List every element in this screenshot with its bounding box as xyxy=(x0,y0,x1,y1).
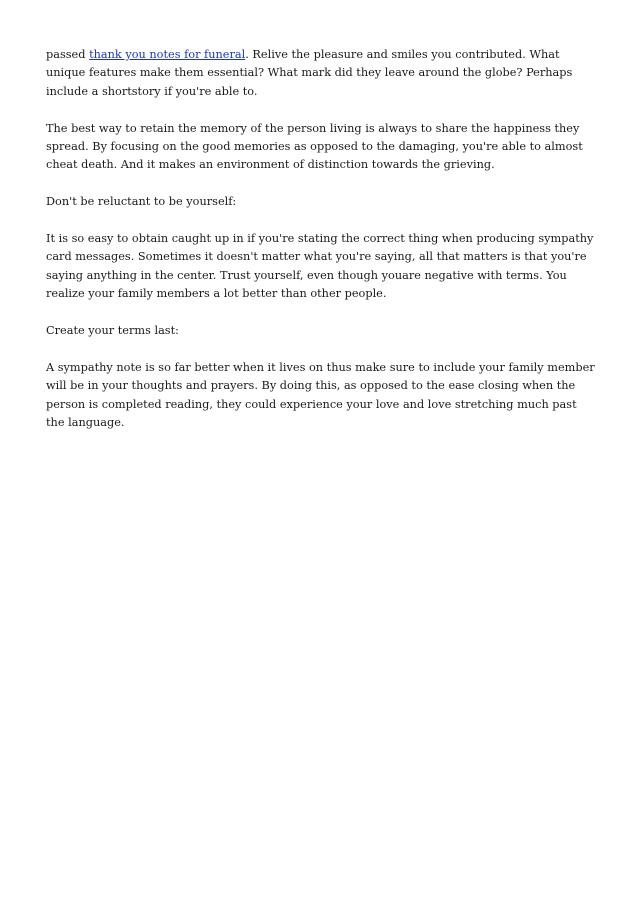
paragraph-terms-last: A sympathy note is so far better when it lives on thus make sure to include your family member will be in your thoughts and prayers. By doing this, as opposed to the ease closing when the person is completed reading, they could experience your love and love stretching much past the language. xyxy=(46,360,595,430)
document-page xyxy=(46,46,598,451)
paragraph-intro-start: passed xyxy=(46,48,90,61)
section-heading-be-yourself: Don't be reluctant to be yourself: xyxy=(46,195,237,209)
paragraph-intro-rest: . Relive the pleasure and smiles you contributed. What unique features make them essential? What mark did they leave around the globe? Perhaps include a shortstory if you're able to. xyxy=(46,48,573,98)
section-heading-terms-last: Create your terms last: xyxy=(46,324,179,338)
funeral-notes-link[interactable]: thank you notes for funeral xyxy=(89,48,246,61)
paragraph-memory: The best way to retain the memory of the person living is always to share the happiness they spread. By focusing on the good memories as opposed to the damaging, you're able to almost cheat death. And it makes an environment of distinction towards the grieving. xyxy=(46,121,583,172)
paragraph-be-yourself: It is so easy to obtain caught up in if you're stating the correct thing when producing sympathy card messages. Sometimes it doesn't matter what you're saying, all that matters is that you're saying anything in the center. Trust yourself, even though youare negative with terms. You realize your family members a lot better than other people. xyxy=(46,232,594,301)
paragraph-intro xyxy=(46,46,598,101)
